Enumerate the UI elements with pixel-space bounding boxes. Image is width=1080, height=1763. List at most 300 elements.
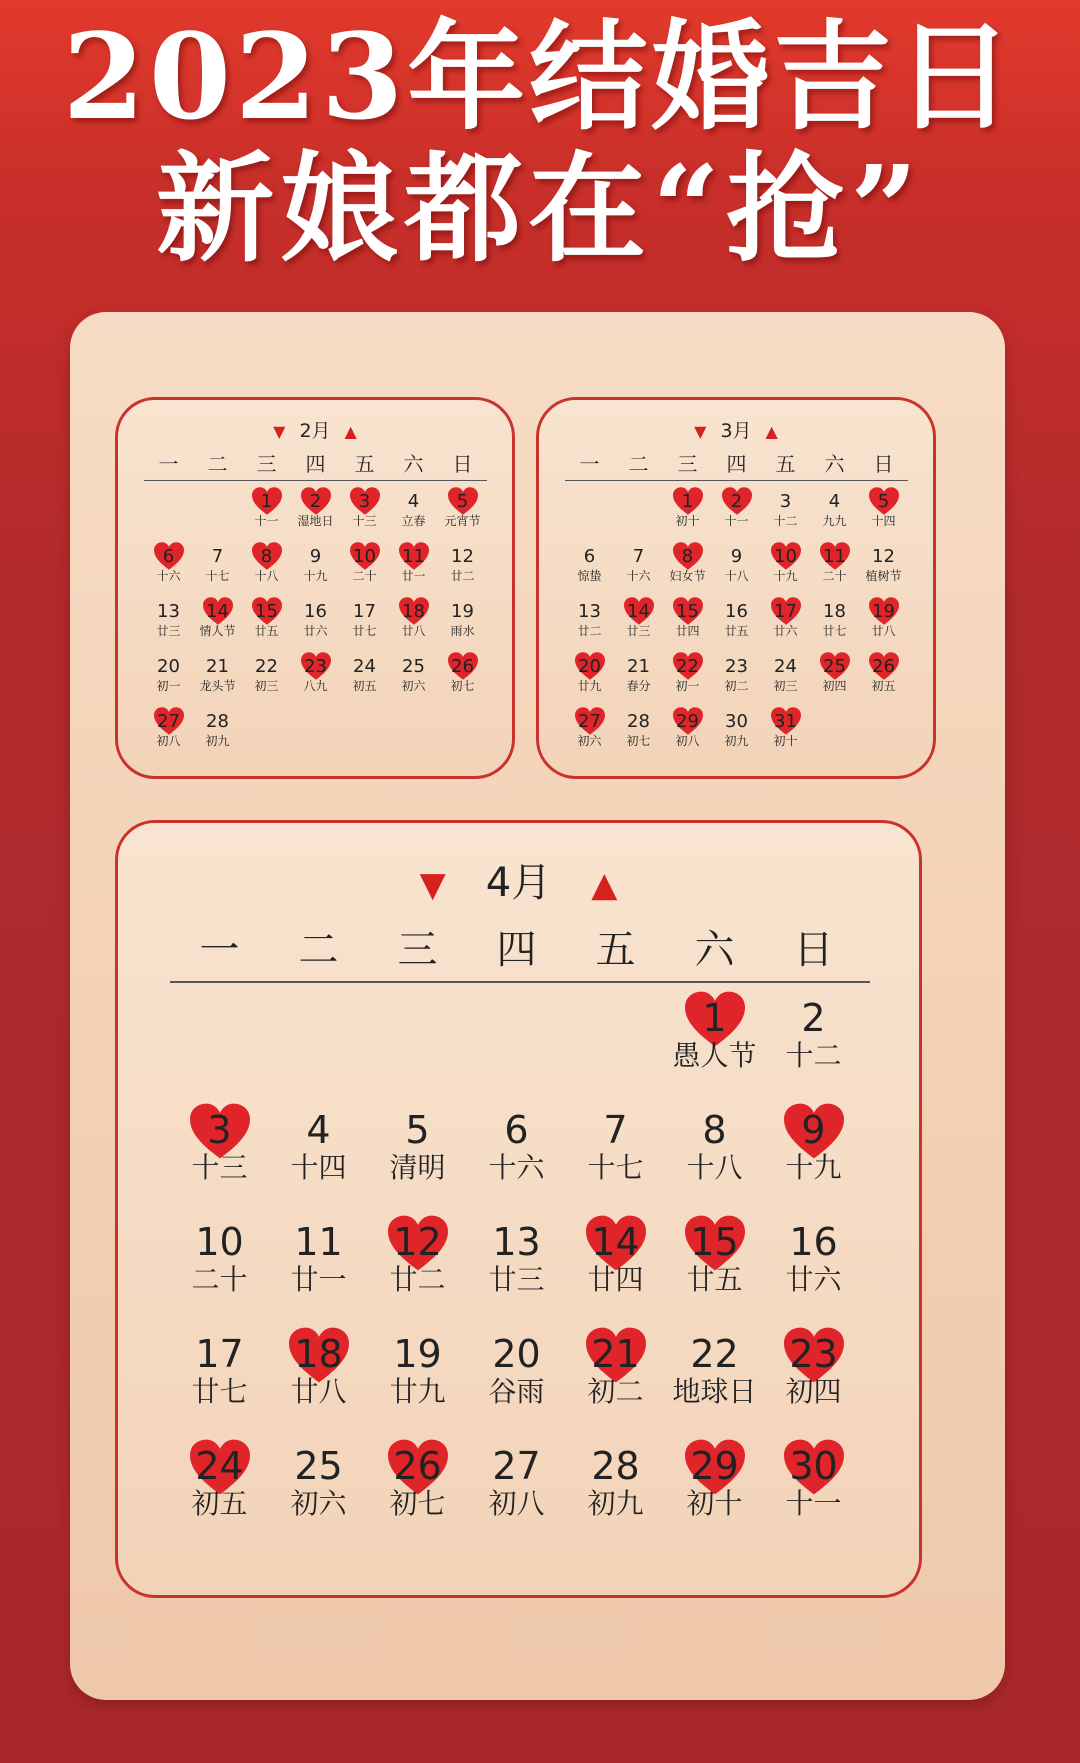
lunar-label: 廿四	[587, 1263, 644, 1296]
calendar-day[interactable]	[859, 598, 908, 653]
day-number: 3	[207, 1108, 232, 1152]
day-grid	[565, 488, 908, 763]
weekday-label: 二	[298, 927, 339, 973]
lunar-label: 廿九	[577, 679, 602, 693]
weekday-label: 二	[207, 452, 228, 476]
lunar-label: 十八	[254, 569, 279, 583]
lunar-label: 十三	[191, 1151, 248, 1184]
day-number: 11	[823, 546, 846, 567]
calendar-february	[115, 397, 515, 779]
lunar-label: 十一	[785, 1487, 842, 1520]
calendar-day[interactable]	[144, 598, 193, 653]
lunar-label: 十四	[290, 1151, 347, 1184]
lunar-label: 廿三	[626, 624, 651, 638]
calendar-day[interactable]	[467, 1443, 566, 1555]
lunar-label: 十一	[254, 514, 279, 528]
lunar-label: 惊蛰	[577, 569, 602, 583]
calendar-day[interactable]	[389, 543, 438, 598]
lunar-label: 初六	[577, 734, 602, 748]
lunar-label: 二十	[822, 569, 847, 583]
calendar-day[interactable]	[764, 1443, 863, 1555]
calendar-day[interactable]	[340, 653, 389, 708]
lunar-label: 初九	[724, 734, 749, 748]
calendar-day[interactable]	[170, 1331, 269, 1443]
calendar-day[interactable]	[566, 1443, 665, 1555]
calendar-day[interactable]	[269, 1443, 368, 1555]
calendar-day[interactable]	[193, 708, 242, 763]
weekday-label: 六	[403, 452, 424, 476]
triangle-down-icon[interactable]: ▼	[273, 422, 286, 441]
day-number: 30	[789, 1444, 838, 1488]
triangle-up-icon[interactable]: ▲	[765, 422, 778, 441]
day-number: 10	[774, 546, 797, 567]
calendar-day[interactable]	[291, 543, 340, 598]
calendar-day[interactable]	[170, 1107, 269, 1219]
lunar-label: 春分	[626, 679, 651, 693]
day-number: 16	[789, 1220, 838, 1264]
calendar-day[interactable]	[368, 1219, 467, 1331]
lunar-label: 十六	[488, 1151, 545, 1184]
lunar-label: 初五	[352, 679, 377, 693]
day-number: 23	[789, 1332, 838, 1376]
lunar-label: 十六	[626, 569, 651, 583]
day-number: 7	[603, 1108, 628, 1152]
calendar-day[interactable]	[761, 543, 810, 598]
day-number: 29	[676, 711, 699, 732]
day-number: 6	[583, 546, 596, 567]
day-number: 17	[774, 601, 797, 622]
lunar-label: 廿七	[352, 624, 377, 638]
weekday-label: 四	[305, 452, 326, 476]
weekday-label: 五	[775, 452, 796, 476]
calendar-day[interactable]	[368, 1331, 467, 1443]
day-number: 7	[632, 546, 645, 567]
lunar-label: 初六	[290, 1487, 347, 1520]
weekday-header	[144, 448, 487, 477]
day-number: 4	[828, 491, 841, 512]
weekday-label: 六	[694, 927, 735, 973]
weekday-label: 六	[824, 452, 845, 476]
day-number: 3	[358, 491, 371, 512]
calendar-day[interactable]	[859, 488, 908, 543]
lunar-label: 廿一	[401, 569, 426, 583]
lunar-label: 廿八	[401, 624, 426, 638]
lunar-label: 廿三	[488, 1263, 545, 1296]
day-number: 22	[690, 1332, 739, 1376]
day-number: 25	[823, 656, 846, 677]
day-number: 12	[451, 546, 474, 567]
day-number: 21	[627, 656, 650, 677]
day-number: 30	[725, 711, 748, 732]
calendar-day[interactable]	[242, 488, 291, 543]
calendar-day[interactable]	[467, 1219, 566, 1331]
calendar-day[interactable]	[565, 543, 614, 598]
empty-cell	[566, 995, 665, 1107]
calendar-day[interactable]	[764, 1331, 863, 1443]
day-number: 23	[725, 656, 748, 677]
calendar-day[interactable]	[193, 543, 242, 598]
calendar-day[interactable]	[663, 708, 712, 763]
empty-cell	[269, 995, 368, 1107]
triangle-up-icon[interactable]: ▲	[344, 422, 357, 441]
lunar-label: 十九	[785, 1151, 842, 1184]
lunar-label: 妇女节	[669, 569, 706, 583]
lunar-label: 初十	[686, 1487, 743, 1520]
day-number: 27	[492, 1444, 541, 1488]
lunar-label: 谷雨	[488, 1375, 545, 1408]
day-number: 15	[690, 1220, 739, 1264]
calendar-day[interactable]	[144, 708, 193, 763]
lunar-label: 植树节	[865, 569, 902, 583]
weekday-label: 二	[628, 452, 649, 476]
lunar-label: 立春	[401, 514, 426, 528]
lunar-label: 初二	[587, 1375, 644, 1408]
calendar-day[interactable]	[859, 543, 908, 598]
calendar-day[interactable]	[663, 598, 712, 653]
day-number: 15	[255, 601, 278, 622]
day-number: 18	[294, 1332, 343, 1376]
lunar-label: 九九	[822, 514, 847, 528]
day-number: 24	[774, 656, 797, 677]
calendar-day[interactable]	[663, 653, 712, 708]
lunar-label: 十九	[773, 569, 798, 583]
day-number: 20	[578, 656, 601, 677]
calendar-day[interactable]	[810, 598, 859, 653]
lunar-label: 十二	[785, 1039, 842, 1072]
calendar-day[interactable]	[438, 543, 487, 598]
calendar-day[interactable]	[712, 543, 761, 598]
calendar-day[interactable]	[764, 1219, 863, 1331]
calendar-day[interactable]	[663, 543, 712, 598]
calendar-day[interactable]	[712, 598, 761, 653]
calendar-day[interactable]	[291, 598, 340, 653]
divider	[565, 480, 908, 481]
day-number: 11	[402, 546, 425, 567]
calendar-day[interactable]	[665, 1219, 764, 1331]
calendar-day[interactable]	[761, 708, 810, 763]
lunar-label: 初八	[488, 1487, 545, 1520]
lunar-label: 廿六	[785, 1263, 842, 1296]
day-number: 18	[402, 601, 425, 622]
day-number: 9	[309, 546, 322, 567]
lunar-label: 二十	[191, 1263, 248, 1296]
calendar-day[interactable]	[665, 1331, 764, 1443]
lunar-label: 初七	[450, 679, 475, 693]
lunar-label: 廿四	[675, 624, 700, 638]
month-label: 3月	[720, 420, 752, 442]
day-number: 19	[451, 601, 474, 622]
weekday-label: 一	[158, 452, 179, 476]
calendar-day[interactable]	[566, 1331, 665, 1443]
lunar-label: 二十	[352, 569, 377, 583]
lunar-label: 湿地日	[297, 514, 334, 528]
month-header	[539, 416, 933, 443]
day-number: 5	[877, 491, 890, 512]
day-number: 29	[690, 1444, 739, 1488]
calendar-day[interactable]	[810, 653, 859, 708]
lunar-label: 廿七	[822, 624, 847, 638]
lunar-label: 廿五	[254, 624, 279, 638]
calendar-day[interactable]	[389, 598, 438, 653]
calendar-day[interactable]	[665, 1443, 764, 1555]
calendar-day[interactable]	[810, 543, 859, 598]
calendar-day[interactable]	[614, 653, 663, 708]
calendar-day[interactable]	[859, 653, 908, 708]
calendar-april	[115, 820, 922, 1598]
calendar-day[interactable]	[170, 1219, 269, 1331]
day-number: 4	[306, 1108, 331, 1152]
day-number: 5	[405, 1108, 430, 1152]
lunar-label: 廿三	[156, 624, 181, 638]
calendar-day[interactable]	[291, 488, 340, 543]
day-number: 24	[353, 656, 376, 677]
calendar-day[interactable]	[269, 1219, 368, 1331]
day-number: 13	[157, 601, 180, 622]
day-number: 27	[578, 711, 601, 732]
lunar-label: 廿五	[686, 1263, 743, 1296]
day-number: 16	[304, 601, 327, 622]
lunar-label: 初十	[773, 734, 798, 748]
calendar-day[interactable]	[242, 543, 291, 598]
day-number: 21	[206, 656, 229, 677]
day-number: 21	[591, 1332, 640, 1376]
lunar-label: 廿七	[191, 1375, 248, 1408]
calendar-day[interactable]	[614, 598, 663, 653]
calendar-day[interactable]	[368, 1443, 467, 1555]
day-number: 2	[801, 996, 826, 1040]
lunar-label: 初四	[785, 1375, 842, 1408]
day-number: 8	[702, 1108, 727, 1152]
lunar-label: 初八	[675, 734, 700, 748]
calendar-day[interactable]	[663, 488, 712, 543]
weekday-label: 四	[726, 452, 747, 476]
empty-cell	[170, 995, 269, 1107]
calendar-day[interactable]	[144, 543, 193, 598]
lunar-label: 十三	[352, 514, 377, 528]
day-number: 19	[872, 601, 895, 622]
day-number: 9	[730, 546, 743, 567]
day-number: 14	[206, 601, 229, 622]
lunar-label: 十四	[871, 514, 896, 528]
day-number: 8	[681, 546, 694, 567]
lunar-label: 元宵节	[444, 514, 481, 528]
calendar-day[interactable]	[665, 995, 764, 1107]
day-number: 15	[676, 601, 699, 622]
weekday-label: 三	[397, 927, 438, 973]
calendar-march	[536, 397, 936, 779]
month-header	[118, 416, 512, 443]
lunar-label: 十八	[686, 1151, 743, 1184]
lunar-label: 地球日	[672, 1375, 757, 1408]
calendar-day[interactable]	[565, 653, 614, 708]
lunar-label: 初三	[773, 679, 798, 693]
calendar-day[interactable]	[761, 488, 810, 543]
day-number: 13	[492, 1220, 541, 1264]
day-number: 22	[676, 656, 699, 677]
calendar-day[interactable]	[242, 598, 291, 653]
calendar-day[interactable]	[761, 598, 810, 653]
calendar-day[interactable]	[614, 543, 663, 598]
calendar-day[interactable]	[368, 1107, 467, 1219]
weekday-label: 一	[579, 452, 600, 476]
calendar-day[interactable]	[712, 488, 761, 543]
lunar-label: 雨水	[450, 624, 475, 638]
calendar-day[interactable]	[566, 1219, 665, 1331]
weekday-label: 三	[256, 452, 277, 476]
calendar-day[interactable]	[389, 488, 438, 543]
divider	[144, 480, 487, 481]
calendar-day[interactable]	[764, 1107, 863, 1219]
lunar-label: 廿九	[389, 1375, 446, 1408]
calendar-day[interactable]	[438, 653, 487, 708]
lunar-label: 初七	[626, 734, 651, 748]
day-number: 19	[393, 1332, 442, 1376]
day-number: 14	[591, 1220, 640, 1264]
calendar-day[interactable]	[764, 995, 863, 1107]
day-number: 25	[402, 656, 425, 677]
lunar-label: 廿一	[290, 1263, 347, 1296]
lunar-label: 廿六	[303, 624, 328, 638]
day-number: 4	[407, 491, 420, 512]
lunar-label: 初五	[871, 679, 896, 693]
day-number: 10	[353, 546, 376, 567]
calendar-day[interactable]	[193, 598, 242, 653]
calendar-day[interactable]	[565, 598, 614, 653]
calendar-day[interactable]	[712, 653, 761, 708]
day-number: 26	[393, 1444, 442, 1488]
weekday-label: 五	[595, 927, 636, 973]
lunar-label: 初二	[724, 679, 749, 693]
day-number: 12	[872, 546, 895, 567]
lunar-label: 初五	[191, 1487, 248, 1520]
lunar-label: 十二	[773, 514, 798, 528]
lunar-label: 十九	[303, 569, 328, 583]
lunar-label: 廿八	[290, 1375, 347, 1408]
day-number: 26	[451, 656, 474, 677]
lunar-label: 十八	[724, 569, 749, 583]
calendar-day[interactable]	[761, 653, 810, 708]
month-label: 4月	[485, 860, 552, 906]
day-number: 10	[195, 1220, 244, 1264]
calendar-day[interactable]	[614, 708, 663, 763]
calendar-day[interactable]	[389, 653, 438, 708]
empty-cell	[614, 488, 663, 543]
day-number: 6	[162, 546, 175, 567]
day-number: 1	[681, 491, 694, 512]
lunar-label: 十七	[205, 569, 230, 583]
lunar-label: 廿二	[577, 624, 602, 638]
calendar-day[interactable]	[170, 1443, 269, 1555]
lunar-label: 龙头节	[199, 679, 236, 693]
calendar-day[interactable]	[291, 653, 340, 708]
calendar-day[interactable]	[269, 1107, 368, 1219]
day-number: 26	[872, 656, 895, 677]
headline-subtitle: 新娘都在“抢”	[156, 139, 924, 278]
empty-cell	[467, 995, 566, 1107]
day-grid	[144, 488, 487, 763]
calendar-day[interactable]	[144, 653, 193, 708]
calendar-day[interactable]	[340, 543, 389, 598]
lunar-label: 初九	[587, 1487, 644, 1520]
lunar-label: 十七	[587, 1151, 644, 1184]
day-number: 25	[294, 1444, 343, 1488]
day-grid	[170, 995, 863, 1555]
lunar-label: 初三	[254, 679, 279, 693]
empty-cell	[144, 488, 193, 543]
day-number: 9	[801, 1108, 826, 1152]
calendar-day[interactable]	[438, 488, 487, 543]
day-number: 7	[211, 546, 224, 567]
lunar-label: 初六	[401, 679, 426, 693]
weekday-label: 四	[496, 927, 537, 973]
calendar-day[interactable]	[810, 488, 859, 543]
day-number: 14	[627, 601, 650, 622]
day-number: 5	[456, 491, 469, 512]
calendar-day[interactable]	[566, 1107, 665, 1219]
day-number: 16	[725, 601, 748, 622]
weekday-label: 日	[793, 927, 834, 973]
day-number: 2	[730, 491, 743, 512]
calendar-day[interactable]	[193, 653, 242, 708]
day-number: 20	[492, 1332, 541, 1376]
weekday-label: 三	[677, 452, 698, 476]
day-number: 28	[206, 711, 229, 732]
calendar-day[interactable]	[712, 708, 761, 763]
empty-cell	[565, 488, 614, 543]
lunar-label: 初七	[389, 1487, 446, 1520]
lunar-label: 廿二	[389, 1263, 446, 1296]
calendar-day[interactable]	[340, 488, 389, 543]
lunar-label: 廿八	[871, 624, 896, 638]
triangle-up-icon[interactable]: ▲	[591, 865, 618, 905]
lunar-label: 十六	[156, 569, 181, 583]
day-number: 8	[260, 546, 273, 567]
calendar-day[interactable]	[438, 598, 487, 653]
day-number: 18	[823, 601, 846, 622]
triangle-down-icon[interactable]: ▼	[419, 865, 446, 905]
calendar-day[interactable]	[565, 708, 614, 763]
calendar-day[interactable]	[665, 1107, 764, 1219]
day-number: 23	[304, 656, 327, 677]
triangle-down-icon[interactable]: ▼	[694, 422, 707, 441]
calendar-day[interactable]	[467, 1107, 566, 1219]
calendar-day[interactable]	[467, 1331, 566, 1443]
calendar-day[interactable]	[269, 1331, 368, 1443]
weekday-label: 五	[354, 452, 375, 476]
lunar-label: 初八	[156, 734, 181, 748]
lunar-label: 八九	[303, 679, 328, 693]
headline-title: 2023年结婚吉日	[62, 7, 1018, 146]
weekday-header	[170, 918, 863, 975]
lunar-label: 初四	[822, 679, 847, 693]
day-number: 27	[157, 711, 180, 732]
weekday-label: 日	[873, 452, 894, 476]
calendar-day[interactable]	[242, 653, 291, 708]
lunar-label: 初一	[675, 679, 700, 693]
month-label: 2月	[299, 420, 331, 442]
lunar-label: 廿五	[724, 624, 749, 638]
lunar-label: 清明	[389, 1151, 446, 1184]
calendar-day[interactable]	[340, 598, 389, 653]
lunar-label: 愚人节	[672, 1039, 757, 1072]
day-number: 6	[504, 1108, 529, 1152]
day-number: 2	[309, 491, 322, 512]
lunar-label: 情人节	[199, 624, 236, 638]
lunar-label: 初九	[205, 734, 230, 748]
day-number: 31	[774, 711, 797, 732]
lunar-label: 初一	[156, 679, 181, 693]
day-number: 17	[195, 1332, 244, 1376]
